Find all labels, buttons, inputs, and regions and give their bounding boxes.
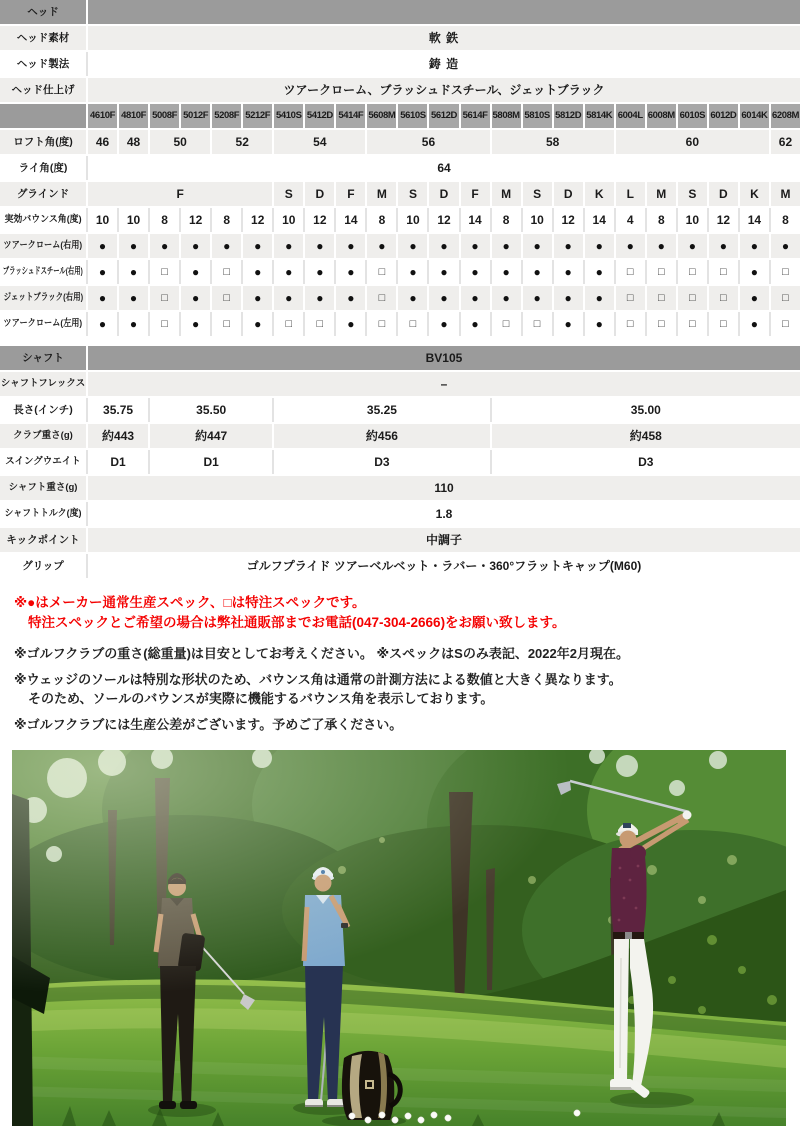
spec-cell: ● xyxy=(150,234,179,258)
spec-cell: 14 xyxy=(461,208,490,232)
spec-cell: 35.25 xyxy=(274,398,489,422)
spec-cell: 10 xyxy=(678,208,707,232)
spec-cell: ● xyxy=(585,260,614,284)
spec-row-9 xyxy=(0,234,800,258)
spec-row-15 xyxy=(0,372,800,396)
spec-cell: 4 xyxy=(616,208,645,232)
spec-cell: 14 xyxy=(336,208,365,232)
model-header: 6012D xyxy=(709,104,738,128)
spec-cell: ● xyxy=(554,234,583,258)
model-header: 5610S xyxy=(398,104,427,128)
spec-cell: □ xyxy=(367,260,396,284)
spec-row-2 xyxy=(0,52,800,76)
spec-row-21 xyxy=(0,528,800,552)
row-label: スイングウエイト xyxy=(0,450,86,474)
spec-row-10 xyxy=(0,260,800,284)
row-label: 長さ(インチ) xyxy=(0,398,86,422)
spec-cell: □ xyxy=(212,286,241,310)
spec-row-0 xyxy=(0,0,800,24)
spec-cell: 12 xyxy=(554,208,583,232)
note-block xyxy=(14,644,800,663)
model-header: 5612D xyxy=(429,104,458,128)
spec-cell: ● xyxy=(398,234,427,258)
spec-cell: ● xyxy=(243,286,272,310)
spec-cell: □ xyxy=(616,286,645,310)
model-header: 5212F xyxy=(243,104,272,128)
spec-cell: ● xyxy=(523,286,552,310)
spec-cell: 14 xyxy=(585,208,614,232)
spec-cell: ● xyxy=(461,234,490,258)
spec-cell: D1 xyxy=(150,450,272,474)
spec-cell: □ xyxy=(212,312,241,336)
spec-cell: 8 xyxy=(150,208,179,232)
spec-cell: D xyxy=(554,182,583,206)
spec-row-4 xyxy=(0,104,800,128)
row-label: シャフト xyxy=(0,346,86,370)
spec-cell: ● xyxy=(647,234,676,258)
model-header: 5608M xyxy=(367,104,396,128)
spec-cell: □ xyxy=(709,312,738,336)
spec-cell: ● xyxy=(119,286,148,310)
spec-cell: 8 xyxy=(492,208,521,232)
spec-cell: 8 xyxy=(212,208,241,232)
spec-cell: BV105 xyxy=(88,346,800,370)
spec-cell: D1 xyxy=(88,450,148,474)
spec-row-16 xyxy=(0,398,800,422)
model-header: 5012F xyxy=(181,104,210,128)
spec-row-6 xyxy=(0,156,800,180)
row-label xyxy=(0,104,86,128)
model-header: 6004L xyxy=(616,104,645,128)
spec-cell: ● xyxy=(336,234,365,258)
model-header: 5008F xyxy=(150,104,179,128)
spec-row-8 xyxy=(0,208,800,232)
spec-cell: ● xyxy=(616,234,645,258)
model-header: 6014K xyxy=(740,104,769,128)
spec-cell: 50 xyxy=(150,130,210,154)
spec-cell: ● xyxy=(243,260,272,284)
spec-cell: 35.75 xyxy=(88,398,148,422)
spec-cell: ● xyxy=(88,260,117,284)
spec-cell: ● xyxy=(585,234,614,258)
spec-cell: □ xyxy=(616,312,645,336)
spec-cell: M xyxy=(492,182,521,206)
spec-row-5 xyxy=(0,130,800,154)
spec-cell: ● xyxy=(429,234,458,258)
spec-row-20 xyxy=(0,502,800,526)
spec-cell: 中調子 xyxy=(88,528,800,552)
spec-cell: □ xyxy=(274,312,303,336)
model-header: 6010S xyxy=(678,104,707,128)
spec-cell: 12 xyxy=(243,208,272,232)
spec-cell: 8 xyxy=(647,208,676,232)
spec-cell: ● xyxy=(678,234,707,258)
spec-cell: 1.8 xyxy=(88,502,800,526)
spec-cell: M xyxy=(647,182,676,206)
row-label: ヘッド xyxy=(0,0,86,24)
spec-cell: 14 xyxy=(740,208,769,232)
spec-row-12 xyxy=(0,312,800,336)
spec-cell: 12 xyxy=(709,208,738,232)
spec-cell: ● xyxy=(429,260,458,284)
spec-cell: □ xyxy=(398,312,427,336)
spec-cell: 46 xyxy=(88,130,117,154)
red-notes xyxy=(14,593,800,633)
model-header: 5812D xyxy=(554,104,583,128)
spec-cell: 約456 xyxy=(274,424,489,448)
spec-cell: – xyxy=(88,372,800,396)
spec-cell: 10 xyxy=(523,208,552,232)
spec-row-11 xyxy=(0,286,800,310)
spec-cell: ● xyxy=(554,312,583,336)
row-label: クラブ重さ(g) xyxy=(0,424,86,448)
spec-cell: ● xyxy=(88,312,117,336)
model-header: 5412D xyxy=(305,104,334,128)
spec-cell: ● xyxy=(461,312,490,336)
spec-row-1 xyxy=(0,26,800,50)
spec-cell: ● xyxy=(554,260,583,284)
spec-cell: D3 xyxy=(274,450,489,474)
spec-cell: ● xyxy=(740,286,769,310)
note-line: ※ウェッジのソールは特別な形状のため、バウンス角は通常の計測方法による数値と大きく異なります。 xyxy=(14,672,622,687)
spec-cell: ● xyxy=(585,286,614,310)
row-label: シャフトトルク(度) xyxy=(0,502,86,526)
spec-cell: ゴルフプライド ツアーベルベット・ラバー・360°フラットキャップ(M60) xyxy=(88,554,800,578)
product-photo xyxy=(12,750,786,1126)
spec-cell: ● xyxy=(181,234,210,258)
spec-cell: ● xyxy=(429,312,458,336)
spec-row-14 xyxy=(0,346,800,370)
row-label: 実効バウンス角(度) xyxy=(0,208,86,232)
spec-cell: 54 xyxy=(274,130,365,154)
spec-cell: M xyxy=(771,182,800,206)
spec-cell: □ xyxy=(150,260,179,284)
model-header: 5810S xyxy=(523,104,552,128)
spec-cell: ● xyxy=(554,286,583,310)
spec-cell: 12 xyxy=(181,208,210,232)
spec-cell: F xyxy=(461,182,490,206)
model-header: 5814K xyxy=(585,104,614,128)
spec-cell: □ xyxy=(678,260,707,284)
spec-cell: 58 xyxy=(492,130,614,154)
spec-cell: ● xyxy=(181,286,210,310)
spec-cell: ● xyxy=(740,260,769,284)
spec-cell: □ xyxy=(150,286,179,310)
spec-cell: ● xyxy=(740,234,769,258)
spec-cell: ● xyxy=(492,260,521,284)
spec-cell: S xyxy=(274,182,303,206)
spec-cell xyxy=(88,0,800,24)
row-label: ヘッド製法 xyxy=(0,52,86,76)
row-label: シャフトフレックス xyxy=(0,372,86,396)
spec-cell: 約458 xyxy=(492,424,800,448)
spec-cell: ● xyxy=(771,234,800,258)
spec-cell: □ xyxy=(647,286,676,310)
spec-cell: ● xyxy=(429,286,458,310)
note-line: そのため、ソールのバウンスが実際に機能するバウンス角を表示しております。 xyxy=(28,691,494,706)
spec-cell: 62 xyxy=(771,130,800,154)
spec-cell: □ xyxy=(709,260,738,284)
spec-cell: ● xyxy=(740,312,769,336)
spec-cell: ● xyxy=(461,260,490,284)
row-label: キックポイント xyxy=(0,528,86,552)
spec-cell: ● xyxy=(492,234,521,258)
spec-cell: □ xyxy=(305,312,334,336)
spec-cell: 軟 鉄 xyxy=(88,26,800,50)
spec-cell: 10 xyxy=(88,208,117,232)
spec-cell: ● xyxy=(336,260,365,284)
model-header: 5614F xyxy=(461,104,490,128)
spec-cell: ● xyxy=(336,286,365,310)
spec-cell: ● xyxy=(119,312,148,336)
spec-cell: ● xyxy=(274,260,303,284)
spec-cell: ● xyxy=(119,260,148,284)
note-line: ※ゴルフクラブの重さ(総重量)は目安としてお考えください。 ※スペックはSのみ表記、2022年2月現在。 xyxy=(14,646,629,661)
spec-cell: 10 xyxy=(274,208,303,232)
note-block xyxy=(14,715,800,734)
spec-cell: □ xyxy=(678,286,707,310)
spec-cell: D3 xyxy=(492,450,800,474)
spec-cell: K xyxy=(740,182,769,206)
spec-cell: ● xyxy=(336,312,365,336)
spec-cell: 64 xyxy=(88,156,800,180)
spec-cell: □ xyxy=(367,312,396,336)
spec-cell: ● xyxy=(492,286,521,310)
spec-cell: S xyxy=(398,182,427,206)
spec-cell: ● xyxy=(274,286,303,310)
model-header: 4810F xyxy=(119,104,148,128)
spec-cell: F xyxy=(336,182,365,206)
spec-cell: 110 xyxy=(88,476,800,500)
row-label: ライ角(度) xyxy=(0,156,86,180)
red-note-line: ※●はメーカー通常生産スペック、□は特注スペックです。 xyxy=(14,595,366,610)
spec-cell: ● xyxy=(305,286,334,310)
spec-cell: □ xyxy=(709,286,738,310)
spec-cell: ● xyxy=(88,286,117,310)
spec-cell: 12 xyxy=(429,208,458,232)
row-label: ヘッド仕上げ xyxy=(0,78,86,102)
spec-cell: ● xyxy=(181,260,210,284)
spec-cell: ● xyxy=(585,312,614,336)
spec-cell: ● xyxy=(523,260,552,284)
spec-cell: ● xyxy=(243,312,272,336)
row-label: ツアークローム(右用) xyxy=(0,234,86,258)
model-header: 4610F xyxy=(88,104,117,128)
spec-cell: M xyxy=(367,182,396,206)
spec-cell: ● xyxy=(305,234,334,258)
spec-cell: ● xyxy=(461,286,490,310)
spec-cell: ● xyxy=(305,260,334,284)
row-label: グラインド xyxy=(0,182,86,206)
spec-cell: □ xyxy=(678,312,707,336)
spec-row-18 xyxy=(0,450,800,474)
spec-cell: □ xyxy=(771,260,800,284)
spec-cell: 60 xyxy=(616,130,769,154)
spec-cell: ● xyxy=(398,286,427,310)
spec-cell: ● xyxy=(367,234,396,258)
spec-cell: 鋳 造 xyxy=(88,52,800,76)
spec-cell: ● xyxy=(88,234,117,258)
model-header: 5808M xyxy=(492,104,521,128)
red-note-line: 特注スペックとご希望の場合は弊社通販部までお電話(047-304-2666)をお願い致します。 xyxy=(28,615,566,630)
spec-cell: 12 xyxy=(305,208,334,232)
spec-cell: ツアークローム、ブラッシュドスチール、ジェットブラック xyxy=(88,78,800,102)
spec-cell: 8 xyxy=(367,208,396,232)
note-line: ※ゴルフクラブには生産公差がございます。予めご了承ください。 xyxy=(14,717,403,732)
spec-cell: 10 xyxy=(398,208,427,232)
spec-cell: ● xyxy=(398,260,427,284)
black-notes xyxy=(14,644,800,734)
model-header: 5208F xyxy=(212,104,241,128)
table-section-gap xyxy=(0,338,800,346)
spec-cell: ● xyxy=(212,234,241,258)
row-label: ジェットブラック(右用) xyxy=(0,286,86,310)
spec-cell: □ xyxy=(647,312,676,336)
spec-row-22 xyxy=(0,554,800,578)
spec-cell: 35.00 xyxy=(492,398,800,422)
spec-cell: D xyxy=(305,182,334,206)
spec-cell: S xyxy=(523,182,552,206)
course-photo-svg xyxy=(12,750,786,1126)
spec-cell: ● xyxy=(181,312,210,336)
spec-cell: □ xyxy=(150,312,179,336)
row-label: シャフト重さ(g) xyxy=(0,476,86,500)
spec-cell: D xyxy=(709,182,738,206)
model-header: 5410S xyxy=(274,104,303,128)
spec-cell: □ xyxy=(367,286,396,310)
spec-cell: □ xyxy=(212,260,241,284)
spec-cell: □ xyxy=(771,312,800,336)
spec-cell: □ xyxy=(492,312,521,336)
spec-cell: 52 xyxy=(212,130,272,154)
spec-cell: D xyxy=(429,182,458,206)
row-label: ツアークローム(左用) xyxy=(0,312,86,336)
spec-cell: F xyxy=(88,182,272,206)
spec-cell: ● xyxy=(243,234,272,258)
spec-cell: □ xyxy=(647,260,676,284)
model-header: 6008M xyxy=(647,104,676,128)
model-header: 6208M xyxy=(771,104,800,128)
spec-row-7 xyxy=(0,182,800,206)
spec-cell: 約443 xyxy=(88,424,148,448)
spec-cell: L xyxy=(616,182,645,206)
spec-row-17 xyxy=(0,424,800,448)
spec-cell: ● xyxy=(709,234,738,258)
spec-cell: ● xyxy=(523,234,552,258)
notes xyxy=(0,580,800,734)
spec-cell: ● xyxy=(119,234,148,258)
row-label: グリップ xyxy=(0,554,86,578)
row-label: ブラッシュドスチール(右用) xyxy=(0,260,86,284)
spec-row-3 xyxy=(0,78,800,102)
spec-cell: K xyxy=(585,182,614,206)
spec-cell: 8 xyxy=(771,208,800,232)
spec-cell: 10 xyxy=(119,208,148,232)
spec-cell: S xyxy=(678,182,707,206)
spec-cell: □ xyxy=(523,312,552,336)
spec-cell: □ xyxy=(771,286,800,310)
spec-cell: 35.50 xyxy=(150,398,272,422)
row-label: ロフト角(度) xyxy=(0,130,86,154)
spec-cell: 約447 xyxy=(150,424,272,448)
model-header: 5414F xyxy=(336,104,365,128)
spec-cell: ● xyxy=(274,234,303,258)
note-block xyxy=(14,670,800,708)
spec-cell: 56 xyxy=(367,130,489,154)
spec-row-19 xyxy=(0,476,800,500)
row-label: ヘッド素材 xyxy=(0,26,86,50)
spec-cell: 48 xyxy=(119,130,148,154)
spec-cell: □ xyxy=(616,260,645,284)
